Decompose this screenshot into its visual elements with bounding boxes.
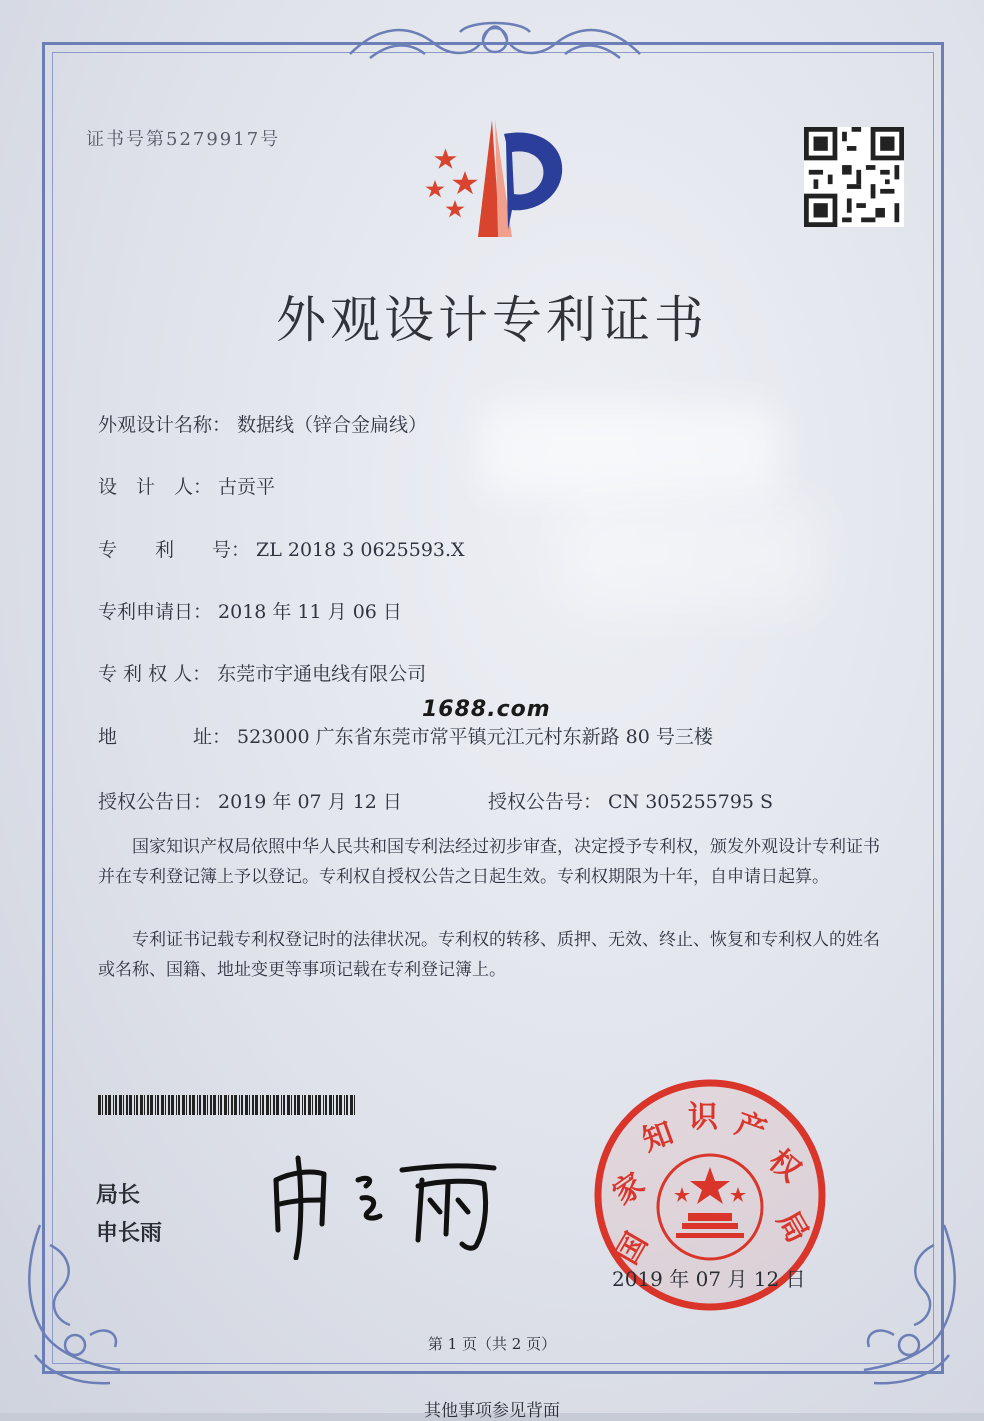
svg-text:识: 识 [688, 1100, 718, 1135]
application-date-label: 专利申请日： [98, 601, 213, 623]
svg-text:产: 产 [730, 1106, 771, 1150]
barcode [98, 1095, 360, 1115]
designer-row [98, 472, 275, 499]
director-title: 局长 [96, 1183, 141, 1208]
designer-value: 古贡平 [218, 476, 276, 498]
patent-no-label: 专 利 号： [98, 539, 251, 561]
body-paragraph-2: 专利证书记载专利权登记时的法律状况。专利权的转移、质押、无效、终止、恢复和专利权人的姓名或名称、国籍、地址变更等事项记载在专利登记簿上。 [98, 930, 880, 980]
design-name-label: 外观设计名称： [98, 414, 232, 436]
application-date-row [98, 597, 402, 624]
seal-text: 国家知识产权局 [710, 1310, 717, 1311]
design-name-row [98, 410, 427, 437]
grant-no-value: CN 305255795 S [608, 791, 774, 813]
svg-text:国: 国 [609, 1226, 655, 1271]
patentee-value: 东莞市宇通电线有限公司 [217, 663, 427, 685]
director-name: 申长雨 [96, 1221, 163, 1246]
grant-no-row [488, 787, 773, 814]
body-paragraph-1: 国家知识产权局依照中华人民共和国专利法经过初步审查，决定授予专利权，颁发外观设计专利证书并在专利登记簿上予以登记。专利权自授权公告之日起生效。专利权期限为十年，自申请日起算。 [98, 837, 880, 887]
patent-no-row [98, 535, 465, 562]
svg-text:知: 知 [637, 1115, 678, 1159]
svg-text:局: 局 [769, 1205, 815, 1249]
designer-label: 设 计 人： [98, 476, 213, 498]
address-label: 地 址： [98, 726, 232, 748]
footer-note: 其他事项参见背面 [424, 1401, 560, 1421]
grant-no-label: 授权公告号： [488, 791, 603, 813]
application-date-value: 2018 年 11 月 06 日 [218, 601, 402, 623]
patent-no-value: ZL 2018 3 0625593.X [256, 539, 465, 561]
address-row [98, 722, 713, 749]
bottom-right-ornament [834, 1215, 964, 1395]
grant-date-row [98, 787, 402, 814]
design-name-value: 数据线（锌合金扁线） [237, 414, 428, 436]
svg-text:权: 权 [761, 1142, 808, 1190]
grant-date-value: 2019 年 07 月 12 日 [218, 791, 402, 813]
watermark-1688: 1688.com [422, 697, 551, 722]
director-signature [262, 1150, 512, 1260]
svg-text:家: 家 [606, 1166, 652, 1213]
top-ornament [340, 14, 650, 72]
certificate-number: 证书号第5279917号 [86, 129, 281, 150]
cnipa-logo-icon [420, 112, 585, 242]
patentee-label: 专 利 权 人： [98, 663, 212, 685]
page-number: 第 1 页（共 2 页） [427, 1335, 557, 1353]
seal-date: 2019 年 07 月 12 日 [612, 1267, 806, 1291]
grant-date-label: 授权公告日： [98, 791, 213, 813]
qr-code [804, 127, 904, 227]
patentee-row [98, 659, 426, 686]
certificate-title: 外观设计专利证书 [276, 291, 708, 349]
address-value: 523000 广东省东莞市常平镇元江元村东新路 80 号三楼 [237, 726, 713, 748]
